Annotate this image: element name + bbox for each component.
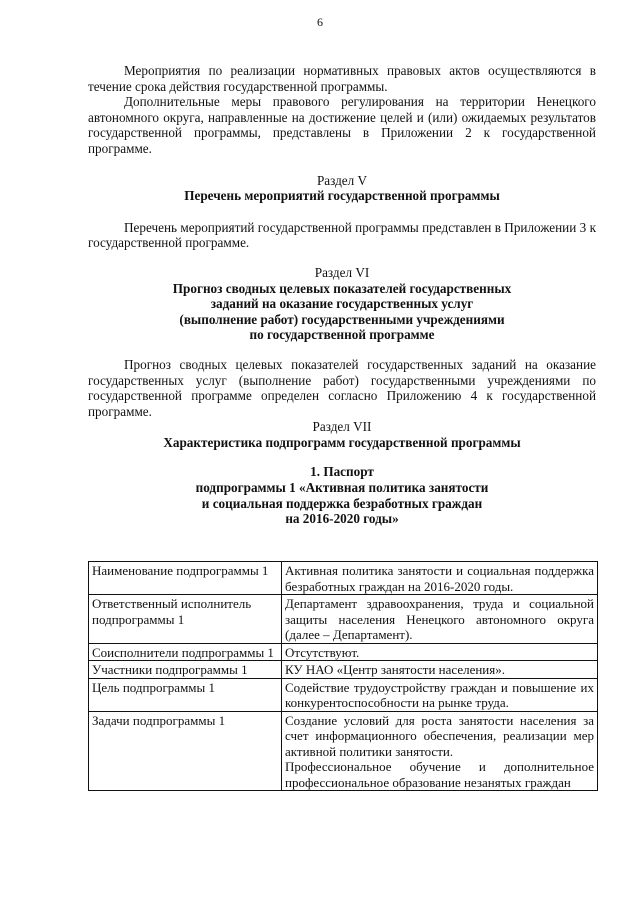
paragraph: Мероприятия по реализации нормативных правовых актов осуществляются в течение срока действия государственной программы.: [88, 63, 596, 94]
section-7-title: Характеристика подпрограмм государственной программы: [163, 434, 521, 450]
row-value: [282, 562, 598, 595]
passport-title-line: на 2016-2020 годы»: [285, 511, 399, 527]
section-6-title-line: (выполнение работ) государственными учреждениями: [179, 311, 505, 327]
passport-title-line: 1. Паспорт: [310, 464, 374, 480]
table-row: [89, 643, 598, 661]
row-label: Цель подпрограммы 1: [89, 678, 282, 711]
row-value-text: Профессиональное обучение и дополнительное профессиональное образование незанятых граждан: [285, 759, 594, 790]
row-value: [282, 711, 598, 791]
row-value-text: Отсутствуют.: [285, 644, 360, 660]
row-value: [282, 595, 598, 644]
row-value-text: Активная политика занятости и социальная поддержка безработных граждан на 2016-2020 годы.: [285, 563, 594, 594]
row-value: [282, 678, 598, 711]
section-7-heading: Раздел VII: [312, 419, 372, 435]
row-value-text: Департамент здравоохранения, труда и социальной защиты населения Ненецкого автономного округа (далее – Департамент).: [285, 596, 594, 642]
row-value: [282, 643, 598, 661]
page-number: 6: [317, 15, 323, 29]
passport-title-line: и социальная поддержка безработных граждан: [201, 495, 483, 511]
section-6-title-line: заданий на оказание государственных услуг: [210, 296, 474, 312]
row-label: Соисполнители подпрограммы 1: [89, 643, 282, 661]
passport-table: [88, 561, 598, 791]
row-value: [282, 661, 598, 679]
row-label: Участники подпрограммы 1: [89, 661, 282, 679]
table-row: [89, 661, 598, 679]
section-6-heading: Раздел VI: [314, 264, 370, 280]
row-value-text: Создание условий для роста занятости населения за счет информационного обеспечения, реализации мер активной политики занятости.: [285, 712, 594, 759]
table-row: [89, 678, 598, 711]
section-5-title: Перечень мероприятий государственной программы: [184, 188, 500, 204]
row-value-text: КУ НАО «Центр занятости населения».: [285, 662, 505, 677]
table-row: [89, 562, 598, 595]
paragraph: Дополнительные меры правового регулирования на территории Ненецкого автономного округа, направленные на достижение целей и (или) ожидаемых результатов государственной программы, представлены в Приложении 2 к государственной программе.: [88, 94, 596, 156]
row-label: Задачи подпрограммы 1: [89, 711, 282, 791]
section-5-text: Перечень мероприятий государственной программы представлен в Приложении 3 к государственной программе.: [88, 219, 596, 251]
table-row: [89, 711, 598, 791]
section-6-text: Прогноз сводных целевых показателей государственных заданий на оказание государственных услуг (выполнение работ) государственными учреждениями по государственной программе определен согласно Приложению 4 к государственной программе.: [88, 356, 596, 419]
row-value-text: Содействие трудоустройству граждан и повышение их конкурентоспособности на рынке труда.: [285, 679, 594, 710]
section-5-heading: Раздел V: [316, 172, 368, 188]
document-body: [88, 63, 596, 527]
row-label: Наименование подпрограммы 1: [89, 562, 282, 595]
passport-title-line: подпрограммы 1 «Активная политика занятости: [195, 480, 489, 496]
section-6-title-line: Прогноз сводных целевых показателей государственных: [172, 280, 512, 296]
table-row: [89, 595, 598, 644]
section-6-title-line: по государственной программе: [249, 327, 435, 343]
row-label: Ответственный исполнитель подпрограммы 1: [89, 595, 282, 644]
